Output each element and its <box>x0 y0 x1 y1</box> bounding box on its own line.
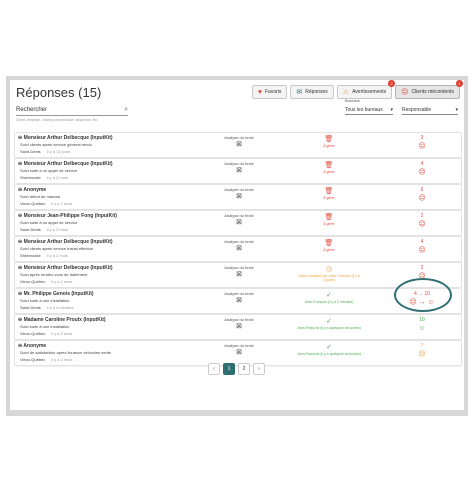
sad-face-icon: ☹ <box>418 247 426 254</box>
response-row[interactable] <box>14 314 462 340</box>
survey-description: Suivi suite à un appel de service <box>20 220 78 225</box>
follow-up-status[interactable] <box>297 265 361 282</box>
office-name: Sherbrooke <box>20 253 41 258</box>
text-analysis[interactable] <box>207 291 271 305</box>
text-analysis[interactable] <box>207 135 271 149</box>
client-name[interactable] <box>18 239 113 245</box>
client-name[interactable] <box>18 343 46 349</box>
text-analysis[interactable] <box>207 317 271 331</box>
tab-reponses[interactable] <box>290 85 333 99</box>
bureaux-select[interactable] <box>345 105 393 115</box>
follow-up-status[interactable] <box>297 343 361 356</box>
text-analysis[interactable] <box>207 343 271 357</box>
score-value: 4 → 10 <box>413 291 431 297</box>
timestamp: il y a 2 mois <box>51 279 73 284</box>
client-name-text: Mr. Philippe Genois (InputKit) <box>23 291 94 297</box>
sad-face-icon: ☹ → ☺ <box>409 299 435 306</box>
user-icon: ⊖ <box>18 343 23 349</box>
trash-icon: 🗑 <box>324 240 334 247</box>
client-name[interactable] <box>18 187 46 193</box>
response-row[interactable] <box>14 262 462 288</box>
search-hint: Client, employé, champ personnalisé, séquence, etc. <box>16 118 99 122</box>
analysis-label: Analyse du texte <box>224 343 254 348</box>
office-name: Vieux-Québec <box>20 331 46 336</box>
tab-clients-mecontents[interactable] <box>395 81 461 99</box>
survey-description: Suivi début de mandat <box>20 194 60 199</box>
page-button-1[interactable]: 1 <box>223 363 235 375</box>
status-text: À gérer <box>323 222 335 226</box>
response-row[interactable] <box>14 184 462 210</box>
trash-icon: 🗑 <box>324 136 334 143</box>
satisfaction-score <box>397 343 447 359</box>
office-name: Sherbrooke <box>20 175 41 180</box>
follow-up-status[interactable] <box>297 213 361 226</box>
search-input[interactable] <box>16 105 128 116</box>
clock-icon: ◷ <box>325 266 333 273</box>
score-value: 6 <box>420 187 424 193</box>
follow-up-status[interactable] <box>297 317 361 330</box>
chevron-down-icon: ▾ <box>390 106 393 113</box>
office-name: Vieux-Québec <box>20 279 46 284</box>
client-name[interactable] <box>18 265 113 271</box>
sad-face-icon: ☹ <box>418 351 426 358</box>
timestamp: il y a 2 mois <box>46 227 68 232</box>
client-name[interactable] <box>18 317 106 323</box>
pagination <box>208 363 265 375</box>
client-name[interactable] <box>18 291 94 297</box>
next-page-button[interactable]: › <box>253 363 265 375</box>
satisfaction-score <box>397 239 447 255</box>
text-analysis[interactable] <box>207 265 271 279</box>
text-analysis[interactable] <box>207 213 271 227</box>
bureaux-value: Tous les bureaux <box>345 106 383 113</box>
client-name-text: Monsieur Arthur Delbecque (InputKit) <box>23 135 113 141</box>
client-name-text: Monsieur Jean-Philippe Fong (InputKit) <box>23 213 117 219</box>
score-value: 2 <box>420 213 424 219</box>
survey-description: Suivi clients après service général rendu <box>20 142 92 147</box>
heart-icon: ♥ <box>257 88 262 96</box>
survey-description: Suivi après rendez-vous de traitement <box>20 272 88 277</box>
sad-face-icon: ☹ <box>418 143 426 150</box>
text-analysis[interactable] <box>207 187 271 201</box>
user-icon: ⊖ <box>18 135 23 141</box>
timestamp: il y a 2 mois <box>46 253 68 258</box>
user-icon: ⊖ <box>18 291 23 297</box>
trash-icon: 🗑 <box>324 162 334 169</box>
happy-face-icon: ☺ <box>418 325 426 332</box>
responsable-value: Responsable <box>402 106 432 113</box>
status-text: Jean-François (il y a quelques secondes) <box>297 326 361 330</box>
user-icon: ⊖ <box>18 187 23 193</box>
office-location <box>20 201 72 206</box>
status-text: À gérer <box>323 144 335 148</box>
satisfaction-score <box>397 161 447 177</box>
status-text: À gérer <box>323 196 335 200</box>
office-location <box>20 279 72 284</box>
satisfaction-score <box>397 317 447 333</box>
notification-badge: 2 <box>388 80 395 87</box>
score-value: 10 <box>419 317 425 323</box>
tab-favoris[interactable] <box>252 85 288 99</box>
user-icon: ⊖ <box>18 317 23 323</box>
chevron-down-icon: ▾ <box>455 106 458 113</box>
text-analysis[interactable] <box>207 239 271 253</box>
timestamp: il y a 2 mois <box>51 331 73 336</box>
tab-label: Clients mécontents <box>411 89 454 95</box>
analysis-label: Analyse du texte <box>224 291 254 296</box>
follow-up-status[interactable] <box>297 187 361 200</box>
sad-face-icon: ☹ <box>401 88 409 96</box>
tab-label: Favoris <box>264 89 282 95</box>
follow-up-status[interactable] <box>297 135 361 148</box>
survey-description: Suivi suite à une installation <box>20 324 70 329</box>
client-name-text: Monsieur Arthur Delbecque (InputKit) <box>23 265 113 271</box>
score-value: 2 <box>420 265 424 271</box>
survey-description: Suivi de satisfaction après livraison véhicules neufs <box>20 350 111 355</box>
tab-label: Réponses <box>305 89 328 95</box>
client-name[interactable] <box>18 135 113 141</box>
survey-description: Suivi clients après service travail effectué <box>20 246 94 251</box>
timestamp: il y a 2 mois <box>51 201 73 206</box>
follow-up-status[interactable] <box>297 291 361 304</box>
office-location <box>20 331 72 336</box>
satisfaction-score <box>397 213 447 229</box>
client-name-text: Anonyme <box>23 343 47 349</box>
satisfaction-score <box>397 187 447 203</box>
status-text: À gérer <box>323 170 335 174</box>
responses-panel <box>10 80 464 410</box>
analysis-label: Analyse du texte <box>224 135 254 140</box>
analysis-icon: ⊠ <box>236 193 242 200</box>
analysis-icon: ⊠ <box>236 167 242 174</box>
user-icon: ⊖ <box>18 161 23 167</box>
filter-tabs <box>252 81 461 99</box>
user-icon: ⊖ <box>18 239 23 245</box>
analysis-icon: ⊠ <box>236 141 242 148</box>
search-placeholder: Rechercher <box>16 107 48 113</box>
client-name[interactable] <box>18 161 113 167</box>
analysis-icon: ⊠ <box>236 271 242 278</box>
client-name-text: Monsieur Arthur Delbecque (InputKit) <box>23 161 113 167</box>
analysis-label: Analyse du texte <box>224 161 254 166</box>
check-icon: ✓ <box>326 292 332 299</box>
analysis-label: Analyse du texte <box>224 317 254 322</box>
office-name: Vieux-Québec <box>20 201 46 206</box>
page-title: Réponses (15) <box>16 85 102 100</box>
timestamp: il y a 2 mois <box>46 175 68 180</box>
office-location <box>20 149 70 154</box>
search-icon[interactable]: ⌕ <box>124 106 128 113</box>
sad-face-icon: ☹ <box>418 273 426 280</box>
status-text: À gérer <box>323 248 335 252</box>
office-location <box>20 357 72 362</box>
score-value: 3 <box>420 135 424 141</box>
survey-description: Suivi suite à un appel de service <box>20 168 78 173</box>
analysis-icon: ⊠ <box>236 349 242 356</box>
response-row[interactable] <box>14 210 462 236</box>
client-name-text: Monsieur Arthur Delbecque (InputKit) <box>23 239 113 245</box>
analysis-icon: ⊠ <box>236 323 242 330</box>
timestamp: il y a 2 mois <box>51 357 73 362</box>
follow-up-status[interactable] <box>297 239 361 252</box>
office-name: Saint-Denis <box>20 149 41 154</box>
analysis-icon: ⊠ <box>236 219 242 226</box>
score-value: 4 <box>420 239 424 245</box>
response-row[interactable] <box>14 236 462 262</box>
office-location <box>20 305 73 310</box>
mail-icon: ✉ <box>296 88 303 96</box>
user-icon: ⊖ <box>18 265 23 271</box>
response-row[interactable] <box>14 158 462 184</box>
analysis-label: Analyse du texte <box>224 213 254 218</box>
score-highlight-circle <box>394 278 452 312</box>
page-button-2[interactable]: 2 <box>238 363 250 375</box>
sad-face-icon: ☹ <box>418 221 426 228</box>
analysis-icon: ⊠ <box>236 297 242 304</box>
user-icon: ⊖ <box>18 213 23 219</box>
text-analysis[interactable] <box>207 161 271 175</box>
office-name: Saint-Denis <box>20 227 41 232</box>
office-location <box>20 253 68 258</box>
office-location <box>20 227 68 232</box>
tab-label: Avertissements <box>352 89 387 95</box>
sad-face-icon: ☹ <box>418 169 426 176</box>
score-value: 7 <box>420 343 424 349</box>
responsable-select[interactable] <box>402 105 458 115</box>
trash-icon: 🗑 <box>324 214 334 221</box>
notification-badge: 1 <box>456 80 463 87</box>
status-text: Client contacté par Jean-François (il y a 2 jours) <box>298 274 360 282</box>
warning-icon: ⚠ <box>342 88 350 96</box>
office-location <box>20 175 68 180</box>
office-name: Vieux-Québec <box>20 357 46 362</box>
sad-face-icon: ☹ <box>418 195 426 202</box>
bureaux-label: Bureaux <box>345 98 360 103</box>
analysis-label: Analyse du texte <box>224 187 254 192</box>
satisfaction-score <box>397 135 447 151</box>
client-name-text: Madame Caroline Proulx (InputKit) <box>23 317 106 323</box>
survey-description: Suivi suite à une installation <box>20 298 70 303</box>
analysis-label: Analyse du texte <box>224 239 254 244</box>
response-row[interactable] <box>14 132 462 158</box>
score-value: 4 <box>420 161 424 167</box>
analysis-icon: ⊠ <box>236 245 242 252</box>
check-icon: ✓ <box>326 318 332 325</box>
follow-up-status[interactable] <box>297 161 361 174</box>
client-name[interactable] <box>18 213 117 219</box>
status-text: Jean-François (il y a quelques secondes) <box>297 352 361 356</box>
trash-icon: 🗑 <box>324 188 334 195</box>
check-icon: ✓ <box>326 344 332 351</box>
tab-avertissements[interactable] <box>337 81 393 99</box>
analysis-label: Analyse du texte <box>224 265 254 270</box>
status-text: Jean-François (il y a 2 minutes) <box>304 300 354 304</box>
client-name-text: Anonyme <box>23 187 47 193</box>
office-name: Saint-Denis <box>20 305 41 310</box>
timestamp: il y a 13 jours <box>46 149 71 154</box>
timestamp: il y a 4 minutes <box>46 305 74 310</box>
prev-page-button[interactable]: ‹ <box>208 363 220 375</box>
